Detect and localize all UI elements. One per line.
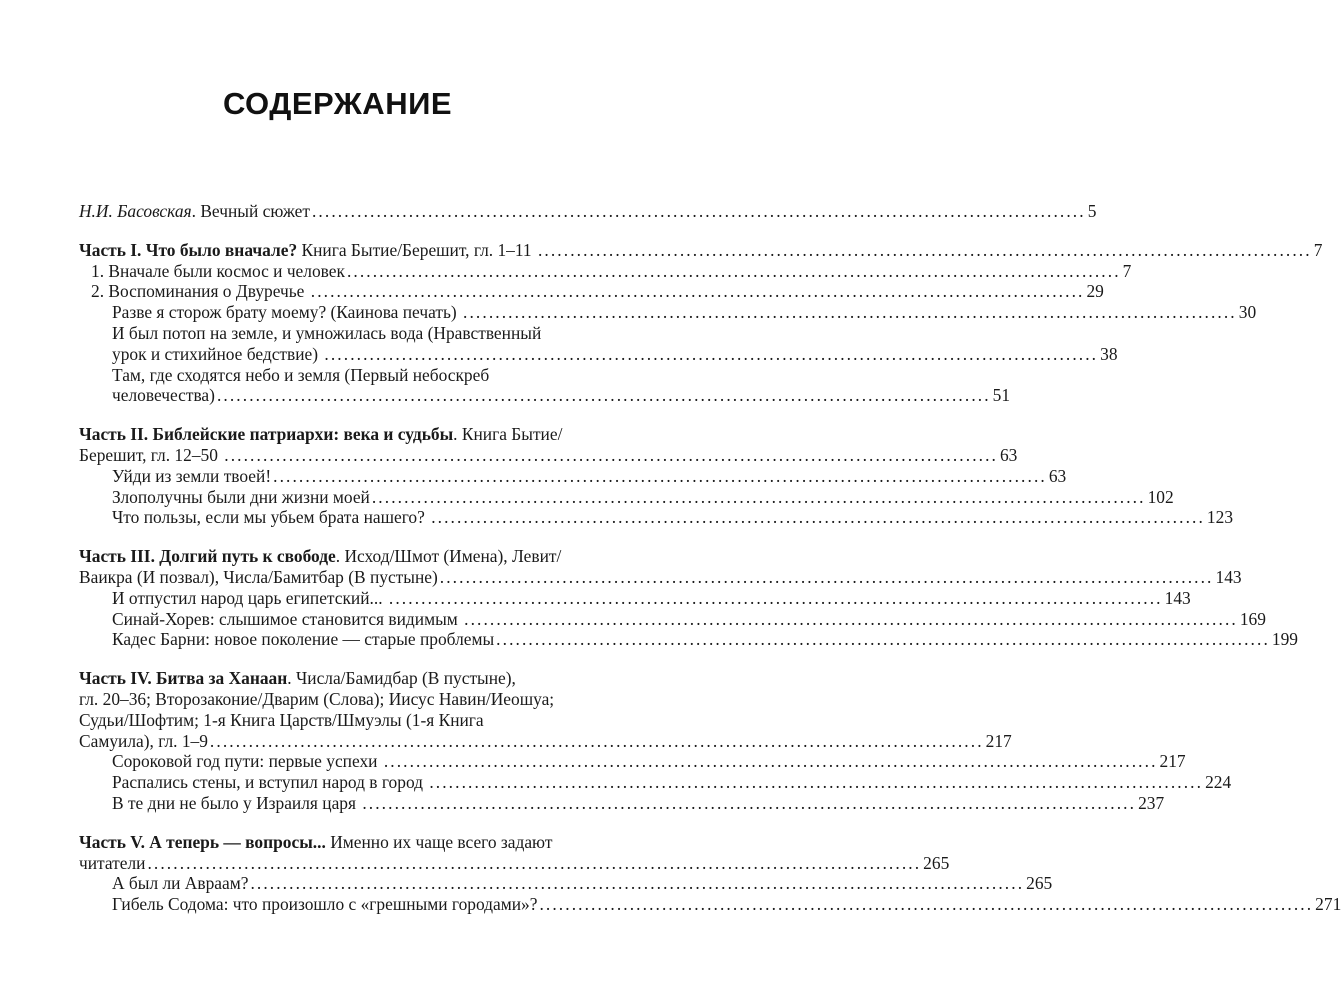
page-number: 63 (1048, 465, 1067, 486)
toc-entry[interactable] (79, 239, 1323, 261)
entry-text: Что пользы, если мы убьем брата нашего? (112, 507, 430, 528)
toc-section (79, 239, 1323, 406)
entry-text: И отпустил народ царь египетский... (112, 587, 387, 608)
leader-dots: ........................................................................................................................ (388, 587, 1163, 608)
entry-text: читатели (79, 852, 146, 873)
toc-entry-line (79, 281, 1104, 302)
page-number: 123 (1206, 507, 1234, 528)
toc-entry-line (79, 689, 603, 710)
page-number: 38 (1100, 343, 1118, 364)
toc-entry-line (79, 260, 1132, 282)
leader-dots: ........................................................................................................................ (250, 873, 1025, 894)
leader-dots: ........................................................................................................................ (209, 730, 984, 751)
toc-entry[interactable] (79, 608, 1266, 630)
entry-text: Книга Бытие/Берешит, гл. 1–11 (297, 239, 536, 260)
entry-text: А был ли Авраам? (112, 873, 249, 894)
page-number: 143 (1164, 587, 1191, 608)
toc-section (79, 831, 1341, 915)
toc-entry[interactable] (79, 302, 1257, 323)
entry-text: Берешит, гл. 12–50 (79, 444, 223, 465)
page-number: 169 (1239, 608, 1266, 629)
page-number: 7 (1122, 260, 1132, 281)
toc-entry-line (79, 852, 950, 874)
toc-entry[interactable] (79, 507, 1234, 528)
entry-text: Гибель Содома: что произошло с «грешными городами»? (112, 894, 538, 915)
toc-entry-line (79, 730, 1012, 752)
toc-entry-line (79, 302, 1257, 323)
toc-entry-line (79, 343, 1118, 365)
toc-entry[interactable] (79, 831, 950, 874)
leader-dots: ........................................................................................................................ (383, 751, 1158, 772)
entry-text: гл. 20–36; Второзаконие/Дварим (Слова); Иисус Навин/Иеошуа; (79, 688, 555, 709)
leader-dots: ........................................................................................................................ (310, 281, 1085, 302)
entry-text: И был потоп на земле, и умножилась вода (Нравственный (112, 322, 542, 343)
page-number: 265 (923, 852, 950, 873)
toc-entry[interactable] (79, 587, 1191, 609)
page-number: 217 (985, 730, 1012, 751)
toc-section (79, 424, 1234, 528)
toc-entry-line (79, 444, 1018, 466)
page-number: 7 (1313, 239, 1323, 260)
toc-entry-line (79, 629, 1298, 650)
author-name: Н.И. Басовская (79, 201, 192, 221)
page-number: 143 (1215, 566, 1242, 587)
entry-text: В те дни не было у Израиля царя (112, 792, 361, 813)
toc-entry[interactable] (79, 281, 1104, 302)
entry-text: Сороковой год пути: первые успехи (112, 751, 382, 772)
part-title: Часть II. Библейские патриархи: века и судьбы (79, 424, 454, 445)
page-number: 102 (1147, 486, 1174, 507)
page-number: 271 (1315, 894, 1341, 915)
leader-dots: ........................................................................................................................ (147, 852, 922, 873)
entry-text: Ваикра (И позвал), Числа/Бамитбар (В пустыне) (79, 566, 438, 587)
entry-text: Уйди из земли твоей! (112, 465, 272, 486)
entry-text: Кадес Барни: новое поколение — старые проблемы (112, 629, 495, 650)
leader-dots: ........................................................................................................................ (324, 343, 1099, 364)
page-number: 224 (1205, 772, 1232, 793)
toc-entry-line (79, 365, 603, 386)
toc-entry[interactable] (79, 260, 1132, 282)
toc-entry[interactable] (79, 201, 1097, 222)
toc-entry-line (79, 239, 1323, 261)
toc-entry-line (79, 710, 603, 731)
toc-entry-line (79, 566, 1242, 588)
entry-text: урок и стихийное бедствие) (112, 343, 323, 364)
entry-text: . Исход/Шмот (Имена), Левит/ (335, 546, 562, 567)
toc-entry[interactable] (79, 629, 1298, 650)
page-number: 199 (1271, 629, 1298, 650)
toc-entry[interactable] (79, 424, 1018, 466)
toc-entry-line (79, 832, 603, 853)
entry-text: Разве я сторож брату моему? (Каинова печать) (112, 302, 462, 323)
toc-entry[interactable] (79, 873, 1053, 894)
page-number: 5 (1087, 201, 1097, 221)
leader-dots: ........................................................................................................................ (439, 566, 1214, 587)
entry-text: Самуила), гл. 1–9 (79, 730, 208, 751)
entry-text: . Вечный сюжет (191, 201, 310, 221)
entry-text: Там, где сходятся небо и земля (Первый небоскреб (112, 364, 490, 385)
toc-entry-line (79, 894, 1341, 915)
page-number: 30 (1238, 302, 1257, 323)
page-number: 237 (1138, 792, 1165, 813)
leader-dots: ........................................................................................................................ (429, 772, 1204, 793)
leader-dots: ........................................................................................................................ (537, 239, 1312, 260)
leader-dots: ........................................................................................................................ (463, 302, 1237, 323)
toc-entry-line (79, 201, 1097, 222)
page-number: 29 (1086, 281, 1104, 302)
toc-section (79, 201, 1097, 222)
part-title: Часть III. Долгий путь к свободе (79, 546, 336, 567)
toc-entry-line (79, 751, 1186, 772)
part-title: Часть V. А теперь — вопросы... (79, 831, 326, 852)
toc-entry-line (79, 507, 1234, 528)
toc-entry-line (79, 323, 603, 344)
toc-entry-line (79, 424, 603, 445)
leader-dots: ........................................................................................................................ (216, 385, 991, 406)
leader-dots: ........................................................................................................................ (346, 260, 1121, 281)
page-title: СОДЕРЖАНИЕ (222, 86, 453, 121)
toc-entry[interactable] (79, 465, 1067, 487)
leader-dots: ........................................................................................................................ (311, 201, 1086, 221)
toc-entry-line (79, 873, 1053, 894)
toc-entry[interactable] (79, 546, 1242, 588)
leader-dots: ........................................................................................................................ (371, 486, 1146, 507)
toc-section (79, 546, 1298, 650)
toc-entry-line (79, 385, 1011, 406)
leader-dots: ........................................................................................................................ (431, 507, 1205, 528)
leader-dots: ........................................................................................................................ (464, 608, 1238, 629)
entry-text: Именно их чаще всего задают (325, 831, 553, 852)
toc-section (79, 668, 1232, 814)
entry-text: . Книга Бытие/ (453, 424, 563, 445)
toc-entry-line (79, 608, 1266, 630)
toc-entry-line (79, 668, 603, 689)
toc-entry-line (79, 465, 1067, 487)
entry-text: человечества) (112, 385, 215, 406)
part-title: Часть IV. Битва за Ханаан (79, 668, 288, 689)
page-number: 63 (999, 444, 1018, 465)
toc-entry-line (79, 792, 1165, 814)
entry-text: 2. Воспоминания о Двуречье (91, 281, 309, 302)
part-title: Часть I. Что было вначале? (79, 239, 298, 260)
toc-entry-line (79, 587, 1191, 609)
page-number: 51 (992, 385, 1011, 406)
leader-dots: ........................................................................................................................ (362, 792, 1137, 813)
toc-entry[interactable] (79, 364, 1011, 407)
page-number: 217 (1159, 751, 1186, 772)
toc-entry-line (79, 772, 1232, 793)
leader-dots: ........................................................................................................................ (273, 465, 1047, 486)
toc-entry[interactable] (79, 668, 1012, 751)
toc-entry[interactable] (79, 486, 1174, 508)
leader-dots: ........................................................................................................................ (539, 894, 1314, 915)
entry-text: 1. Вначале были космос и человек (91, 260, 345, 281)
toc-entry[interactable] (79, 894, 1341, 915)
table-of-contents (79, 201, 1341, 933)
leader-dots: ........................................................................................................................ (224, 444, 998, 465)
toc-entry-line (79, 546, 603, 567)
page-number: 265 (1026, 873, 1053, 894)
toc-entry[interactable] (79, 792, 1165, 814)
toc-entry-line (79, 486, 1174, 508)
entry-text: Распались стены, и вступил народ в город (112, 772, 428, 793)
entry-text: Судьи/Шофтим; 1-я Книга Царств/Шмуэлы (1-я Книга (79, 709, 484, 730)
entry-text: Злополучны были дни жизни моей (112, 486, 370, 507)
entry-text: Синай-Хорев: слышимое становится видимым (112, 608, 463, 629)
toc-entry[interactable] (79, 322, 1118, 365)
toc-entry[interactable] (79, 751, 1186, 772)
leader-dots: ........................................................................................................................ (496, 629, 1270, 650)
entry-text: . Числа/Бамидбар (В пустыне), (287, 668, 516, 689)
toc-entry[interactable] (79, 772, 1232, 793)
